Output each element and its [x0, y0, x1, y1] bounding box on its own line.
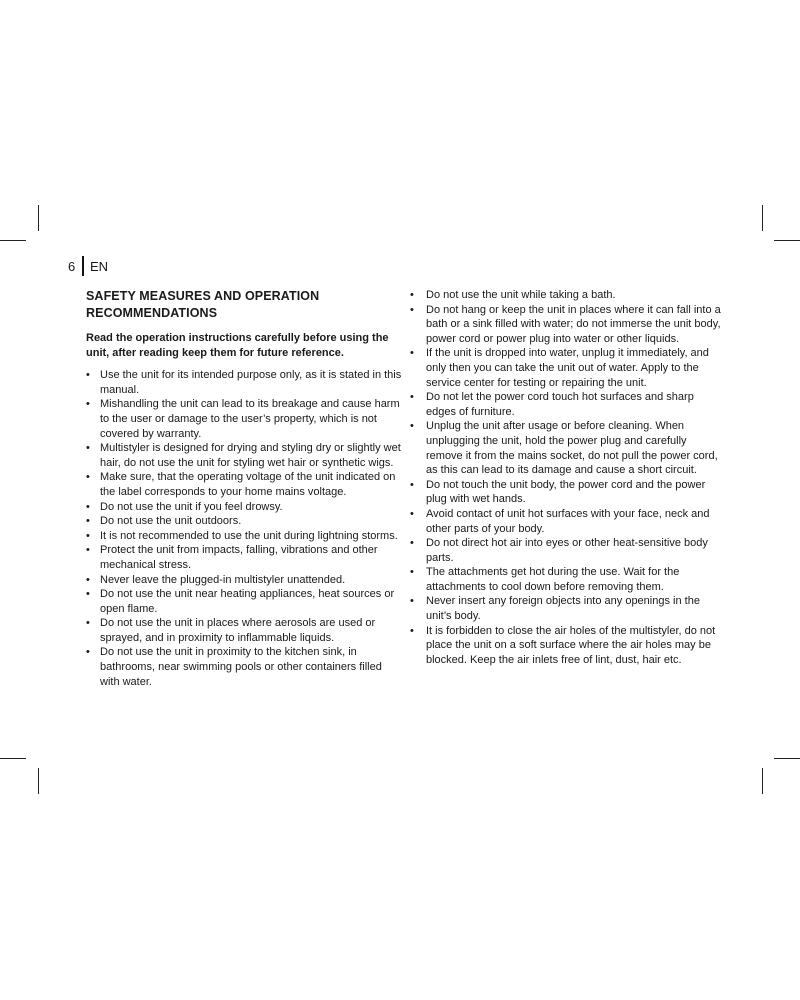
list-item: • Do not let the power cord touch hot surfaces and sharp edges of furniture. [410, 390, 722, 419]
list-item: • Avoid contact of unit hot surfaces with your face, neck and other parts of your body. [410, 507, 722, 536]
list-item: • Do not use the unit outdoors. [86, 514, 404, 529]
crop-mark-bottom-right-horizontal [774, 758, 800, 759]
list-item: • Do not touch the unit body, the power cord and the power plug with wet hands. [410, 478, 722, 507]
list-item: • If the unit is dropped into water, unplug it immediately, and only then you can take the unit out of water. Apply to the service center for testing or repairing the unit. [410, 346, 722, 390]
list-item: • Do not use the unit if you feel drowsy. [86, 500, 404, 515]
list-item: • Do not use the unit in proximity to the kitchen sink, in bathrooms, near swimming pools or other containers filled with water. [86, 645, 404, 689]
crop-mark-top-right-horizontal [774, 240, 800, 241]
list-item: • Never insert any foreign objects into any openings in the unit’s body. [410, 594, 722, 623]
list-item: • Do not use the unit while taking a bath. [410, 288, 722, 303]
list-item: • Never leave the plugged-in multistyler unattended. [86, 573, 404, 588]
list-item: • Protect the unit from impacts, falling, vibrations and other mechanical stress. [86, 543, 404, 572]
list-item: • Do not use the unit in places where aerosols are used or sprayed, and in proximity to inflammable liquids. [86, 616, 404, 645]
page-header [68, 256, 108, 276]
crop-mark-bottom-left-vertical [38, 768, 39, 794]
crop-mark-bottom-left-horizontal [0, 758, 26, 759]
list-item: • Multistyler is designed for drying and styling dry or slightly wet hair, do not use the unit for styling wet hair or synthetic wigs. [86, 441, 404, 470]
language-label: EN [90, 258, 109, 274]
crop-mark-bottom-right-vertical [762, 768, 763, 794]
list-item: • Do not direct hot air into eyes or other heat-sensitive body parts. [410, 536, 722, 565]
page-number: 6 [68, 258, 76, 274]
list-item: • Make sure, that the operating voltage of the unit indicated on the label corresponds to your home mains voltage. [86, 470, 404, 499]
crop-mark-top-left-horizontal [0, 240, 26, 241]
list-item: • Mishandling the unit can lead to its breakage and cause harm to the user or damage to the user’s property, which is not covered by warranty. [86, 397, 404, 441]
list-item: • It is not recommended to use the unit during lightning storms. [86, 529, 404, 544]
list-item: • Unplug the unit after usage or before cleaning. When unplugging the unit, hold the power plug and carefully remove it from the mains socket, do not pull the power cord, as this can lead to its damage and cause a short circuit. [410, 419, 722, 477]
crop-mark-top-left-vertical [38, 205, 39, 231]
crop-mark-top-right-vertical [762, 205, 763, 231]
header-divider [82, 256, 84, 276]
list-item: • Do not hang or keep the unit in places where it can fall into a bath or a sink filled with water; do not immerse the unit body, power cord or power plug into water or other liquids. [410, 303, 722, 347]
safety-list-left [86, 368, 404, 689]
list-item: • The attachments get hot during the use. Wait for the attachments to cool down before removing them. [410, 565, 722, 594]
section-title: SAFETY MEASURES AND OPERATION RECOMMENDATIONS [86, 289, 320, 320]
list-item: • Do not use the unit near heating appliances, heat sources or open flame. [86, 587, 404, 616]
safety-list-right [410, 288, 722, 667]
right-column [410, 288, 722, 667]
left-column [86, 288, 404, 689]
list-item: • It is forbidden to close the air holes of the multistyler, do not place the unit on a soft surface where the air holes may be blocked. Keep the air inlets free of lint, dust, hair etc. [410, 624, 722, 668]
list-item: • Use the unit for its intended purpose only, as it is stated in this manual. [86, 368, 404, 397]
intro-paragraph: Read the operation instructions carefully before using the unit, after reading keep them for future reference. [86, 332, 389, 359]
